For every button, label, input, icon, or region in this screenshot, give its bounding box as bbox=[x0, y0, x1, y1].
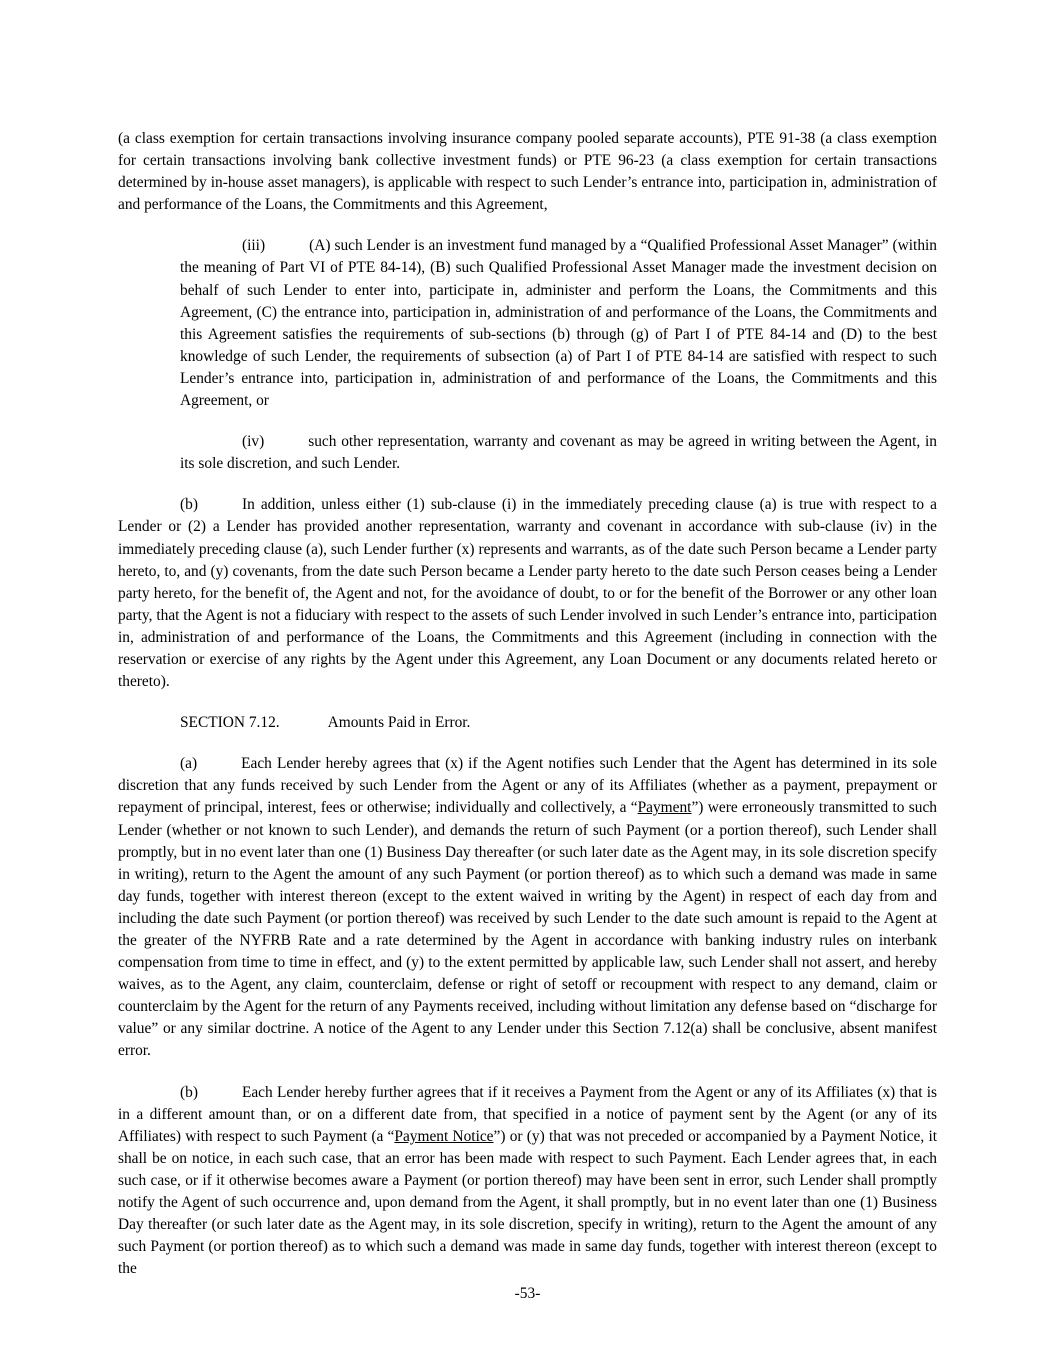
paragraph-clause-iv bbox=[180, 431, 937, 475]
defined-term-payment-notice: Payment Notice bbox=[394, 1127, 494, 1145]
clause-text-712-b-part1: Each Lender hereby further agrees that if it receives a Payment from the Agent or any of its Affiliates (x) that is in a different amount than, or on a different date from, that specified in a notice of payment sent by the Agent (or any of its Affiliates) with respect to such Payment (a “ bbox=[118, 1083, 937, 1145]
clause-marker-iv: (iv) bbox=[242, 433, 265, 451]
page-number: -53- bbox=[514, 1285, 541, 1302]
section-title: Amounts Paid in Error. bbox=[327, 714, 471, 732]
clause-text-712-a-part1: Each Lender hereby agrees that (x) if the Agent notifies such Lender that the Agent has determined in its sole discretion that any funds received by such Lender from the Agent or any of its Affiliates (whether as a payment, prepayment or repayment of principal, interest, fees or otherwise; individually and collectively, a “ bbox=[118, 755, 937, 817]
clause-text-iii: (A) such Lender is an investment fund managed by a “Qualified Professional Asset Manager” (within the meaning of Part VI of PTE 84-14), (B) such Qualified Professional Asset Manager made the investment decision on behalf of such Lender to enter into, participate in, administer and perform the Loans, the Commitments and this Agreement, (C) the entrance into, participation in, administration of and performance of the Loans, the Commitments and this Agreement satisfies the requirements of sub-sections (b) through (g) of Part I of PTE 84-14 and (D) to the best knowledge of such Lender, the requirements of subsection (a) of Part I of PTE 84-14 are satisfied with respect to such Lender’s entrance into, participation in, administration of and performance of the Loans, the Commitments and this Agreement, or bbox=[180, 237, 937, 410]
paragraph-exemption-continuation: (a class exemption for certain transactions involving insurance company pooled separate accounts), PTE 91-38 (a class exemption for certain transactions involving bank collective investment funds) or PTE 96-23 (a class exemption for certain transactions determined by in-house asset managers), is applicable with respect to such Lender’s entrance into, participation in, administration of and performance of the Loans, the Commitments and this Agreement, bbox=[118, 130, 937, 214]
clause-text-712-a-part2: ”) were erroneously transmitted to such Lender (whether or not known to such Lender), and demands the return of such Payment (or a portion thereof), such Lender shall promptly, but in no event later than one (1) Business Day thereafter (or such later date as the Agent may, in its sole discretion specify in writing), return to the Agent the amount of any such Payment (or portion thereof) as to which such a demand was made in same day funds, together with interest thereon (except to the extent waived in writing by the Agent) in respect of each day from and including the date such Payment (or portion thereof) was received by such Lender to the date such amount is repaid to the Agent at the greater of the NYFRB Rate and a rate determined by the Agent in accordance with banking industry rules on interbank compensation from time to time in effect, and (y) to the extent permitted by applicable law, such Lender shall not assert, and hereby waives, as to the Agent, any claim, counterclaim, defense or right of setoff or recoupment with respect to any demand, claim or counterclaim by the Agent for the return of any Payments received, including without limitation any defense based on “discharge for value” or any similar doctrine. A notice of the Agent to any Lender under this Section 7.12(a) shall be conclusive, absent manifest error. bbox=[118, 799, 937, 1060]
section-heading bbox=[118, 712, 937, 734]
clause-text-iv: such other representation, warranty and covenant as may be agreed in writing between the Agent, in its sole discretion, and such Lender. bbox=[180, 433, 937, 473]
clause-marker-712-b: (b) bbox=[180, 1083, 198, 1101]
clause-text-712-b-part2: ”) or (y) that was not preceded or accompanied by a Payment Notice, it shall be on notice, in each such case, that an error has been made with respect to such Payment. Each Lender agrees that, in each such case, or if it otherwise becomes aware a Payment (or portion thereof) may have been sent in error, such Lender shall promptly notify the Agent of such occurrence and, upon demand from the Agent, it shall promptly, but in no event later than one (1) Business Day thereafter (or such later date as the Agent may, in its sole discretion, specify in writing), return to the Agent the amount of any such Payment (or portion thereof) as to which such a demand was made in same day funds, together with interest thereon (except to the bbox=[118, 1127, 938, 1278]
clause-marker-712-a: (a) bbox=[180, 755, 198, 773]
paragraph-712-b bbox=[118, 1082, 937, 1281]
defined-term-payment: Payment bbox=[637, 799, 692, 817]
paragraph-clause-iii bbox=[180, 235, 937, 412]
paragraph-712-a bbox=[118, 753, 937, 1062]
clause-text-b: In addition, unless either (1) sub-clause (i) in the immediately preceding clause (a) is true with respect to a Lender or (2) a Lender has provided another representation, warranty and covenant in accordance with sub-clause (iv) in the immediately preceding clause (a), such Lender further (x) represents and warrants, as of the date such Person became a Lender party hereto, to, and (y) covenants, from the date such Person became a Lender party hereto to the date such Person ceases being a Lender party hereto, for the benefit of, the Agent and not, for the avoidance of doubt, to or for the benefit of the Borrower or any other loan party, that the Agent is not a fiduciary with respect to the assets of such Lender involved in such Lender’s entrance into, participation in, administration of and performance of the Loans, the Commitments and this Agreement (including in connection with the reservation or exercise of any rights by the Agent under this Agreement, any Loan Document or any documents related hereto or thereto). bbox=[118, 496, 937, 691]
section-number: SECTION 7.12. bbox=[180, 714, 280, 732]
clause-marker-iii: (iii) bbox=[242, 237, 266, 255]
clause-marker-b: (b) bbox=[180, 496, 198, 514]
paragraph-clause-b-erisa bbox=[118, 494, 937, 693]
